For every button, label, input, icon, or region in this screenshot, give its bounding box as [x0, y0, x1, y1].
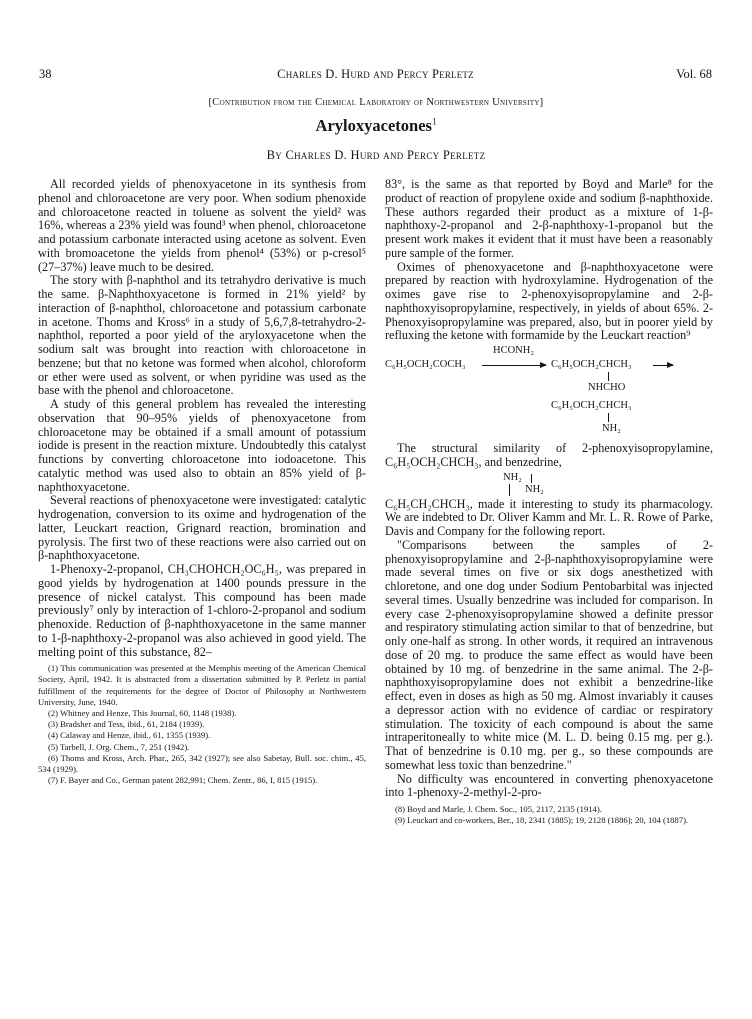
running-header — [39, 67, 712, 85]
paragraph: Oximes of phenoxyacetone and β-naphthoxyacetone were prepared by reaction with hydroxylamine. Hydrogenation of the oximes gave rise to 2-phenoxyisopropylamine and 2-β-naphthoxyisopropylamine, respectively, in yields of about 65%. 2-Phenoxyisopropylamine was prepared, also, but in poorer yield by refluxing the ketone with formamide by the Leuckart reaction⁹ — [385, 259, 713, 343]
footnote: (7) F. Bayer and Co., German patent 282,991; Chem. Zentr., 86, I, 815 (1915). — [48, 775, 318, 786]
page-number: 38 — [39, 67, 52, 81]
structure-annotation — [385, 470, 713, 498]
right-column — [385, 178, 713, 826]
footnote: (9) Leuckart and co-workers, Ber., 18, 2341 (1885); 19, 2128 (1886); 20, 104 (1887). — [395, 815, 689, 826]
footnote: (3) Bradsher and Tess, ibid., 61, 2184 (1939). — [48, 719, 205, 730]
product-1-formula: C₆H₅OCH₂CHCH₃ — [551, 359, 632, 370]
amine-group: NH₂ — [503, 471, 522, 483]
reaction-scheme — [385, 344, 713, 438]
reagent-label: HCONH₂ — [493, 345, 534, 356]
paragraph: 1-Phenoxy-2-propanol, CH₃CHOHCH₂OC₆H₅, was prepared in good yields by hydrogenation at 1400 pounds pressure in the presence of nickel catalyst. This compound has been made previously⁷ only by interaction of 1-chloro-2-propanol and sodium phenoxide. Reduction of β-naphthoxyacetone in the same manner to 1-β-naphthoxy-2-propanol was also achieved in good yield. The melting point of this substance, 82– — [38, 562, 366, 659]
footnotes-right — [385, 804, 713, 826]
reactant-formula: C₆H₅OCH₂COCH₃ — [385, 359, 466, 370]
paragraph: The structural similarity of 2-phenoxyisopropylamine, C₆H₅OCH₂CHCH₃, and benzedrine, — [385, 441, 713, 469]
paragraph: A study of this general problem has revealed the interesting observation that 90–95% yields of phenoxyacetone from chloroacetone may be obtained if a small amount of potassium iodide is present in the reaction mixture. Undoubtedly this catalyst functions by converting chloroacetone into iodoacetone. This catalytic method was used also to obtain an 85% yield of β-naphthoxyacetone. — [38, 397, 366, 494]
article-title-text: Aryloxyacetones — [315, 116, 432, 135]
footnote: (8) Boyd and Marle, J. Chem. Soc., 105, 2117, 2135 (1914). — [395, 804, 602, 814]
reaction-arrow — [482, 365, 546, 366]
product-2-substituent: NH₂ — [602, 423, 621, 434]
footnote: (1) This communication was presented at the Memphis meeting of the American Chemical Society, April, 1942. It is abstracted from a dissertation submitted by P. Perletz in partial fulfillment of the requirements for the degree of Doctor of Philosophy at Northwestern University, June, 1940. — [38, 663, 366, 707]
title-footnote-ref: 1 — [431, 116, 437, 127]
paragraph: Several reactions of phenoxyacetone were investigated: catalytic hydrogenation, conversion to its oxime and hydrogenation of the latter, Leuckart reaction, Grignard reaction, bromination and pyrolysis. The first two of these reactions were also carried out on β-naphthoxyacetone. — [38, 493, 366, 563]
contribution-line: [Contribution from the Chemical Laboratory of Northwestern University] — [208, 97, 544, 108]
product-1-substituent: NHCHO — [588, 382, 626, 393]
running-title: Charles D. Hurd and Percy Perletz — [277, 67, 474, 81]
footnote: (4) Calaway and Henze, ibid., 61, 1355 (1939). — [48, 730, 211, 741]
bond-line — [509, 484, 510, 496]
paragraph: The story with β-naphthol and its tetrahydro derivative is much the same. β-Naphthoxyacetone is formed in 21% yield² by interaction of β-naphthol, chloroacetone and potassium carbonate in acetone. Thoms and Kross⁶ in a study of 5,6,7,8-tetrahydro-2-naphthol, reported a poor yield of the aryloxyacetone when the sodium salt was brought into reaction with chloroacetone in benzene; but that no ketone was formed when alcohol, chloroform or ether were used as solvent, or when pyridine was used as the base with the phenol and chloroacetone. — [38, 273, 366, 398]
footnote: (2) Whitney and Henze, This Journal, 60, 1148 (1938). — [48, 708, 237, 719]
reaction-arrow — [653, 365, 673, 366]
product-2-formula: C₆H₅OCH₂CHCH₃ — [551, 400, 632, 411]
footnotes-left — [38, 663, 366, 786]
paragraph: All recorded yields of phenoxyacetone in its synthesis from phenol and chloroacetone are very poor. When sodium phenoxide and chloroacetone reacted in toluene as solvent the yield² was 16%, whereas a 23% yield was found³ when phenol, chloroacetone and potassium carbonate interacted using acetone as solvent. Even with bromoacetone the yields from phenol⁴ (53%) or p-cresol⁵ (27–37%) leave much to be desired. — [38, 177, 366, 274]
left-column — [38, 178, 366, 786]
volume-label: Vol. 68 — [676, 67, 712, 81]
paragraph: No difficulty was encountered in converting phenoxyacetone into 1-phenoxy-2-methyl-2-pro- — [385, 771, 713, 800]
bond-line — [608, 372, 609, 381]
paragraph: 83°, is the same as that reported by Boyd and Marle⁸ for the product of reaction of propylene oxide and sodium β-naphthoxide. These authors regarded their product as a mixture of 1-β-naphthoxy-2-propanol and 2-β-naphthoxy-1-propanol but the present work makes it evident that it must have been a reasonably pure sample of the former. — [385, 177, 713, 260]
footnote: (6) Thoms and Kross, Arch. Phar., 265, 342 (1927); see also Sabetay, Bull. soc. chim., 45, 534 (1929). — [38, 752, 366, 775]
bond-line — [531, 474, 532, 483]
paragraph: C₆H₅CH₂CHCH₃, made it interesting to study its pharmacology. We are indebted to Dr. Oliver Kamm and Mr. L. R. Rowe of Parke, Davis and Company for the following report. — [385, 496, 713, 538]
footnote: (5) Tarbell, J. Org. Chem., 7, 251 (1942). — [48, 741, 190, 752]
amine-group: NH₂ — [525, 483, 544, 495]
bond-line — [608, 413, 609, 422]
article-title — [0, 116, 752, 136]
byline: By Charles D. Hurd and Percy Perletz — [266, 148, 486, 162]
paragraph: "Comparisons between the samples of 2-phenoxyisopropylamine and 2-β-naphthoxyisopropylamine were made several times on five or six dogs anesthetized with chloretone, and one dog under Sodium Pentobarbital was injected several times. Usually benzedrine was included for comparison. In every case 2-phenoxyisopropylamine showed a definite pressor and respiratory stimulating action similar to that of benzedrine, but only one-half as strong. In other words, it required an intravenous dose of 20 mg. to produce the same effect as would have been obtained by 10 mg. of benzedrine in the same animal. The 2-β-naphthoxyisopropylamine does not exhibit a benzedrine-like effect, even in doses as high as 50 mg. Almost invariably it causes a depressor action with no evidence of cardiac or respiratory stimulation. The toxicity of each compound is about the same intraperitoneally to white mice (M. L. D. being 0.15 mg. per g.). That of benzedrine is 0.10 mg. per g., so these compounds are somewhat less toxic than benzedrine." — [385, 537, 713, 772]
